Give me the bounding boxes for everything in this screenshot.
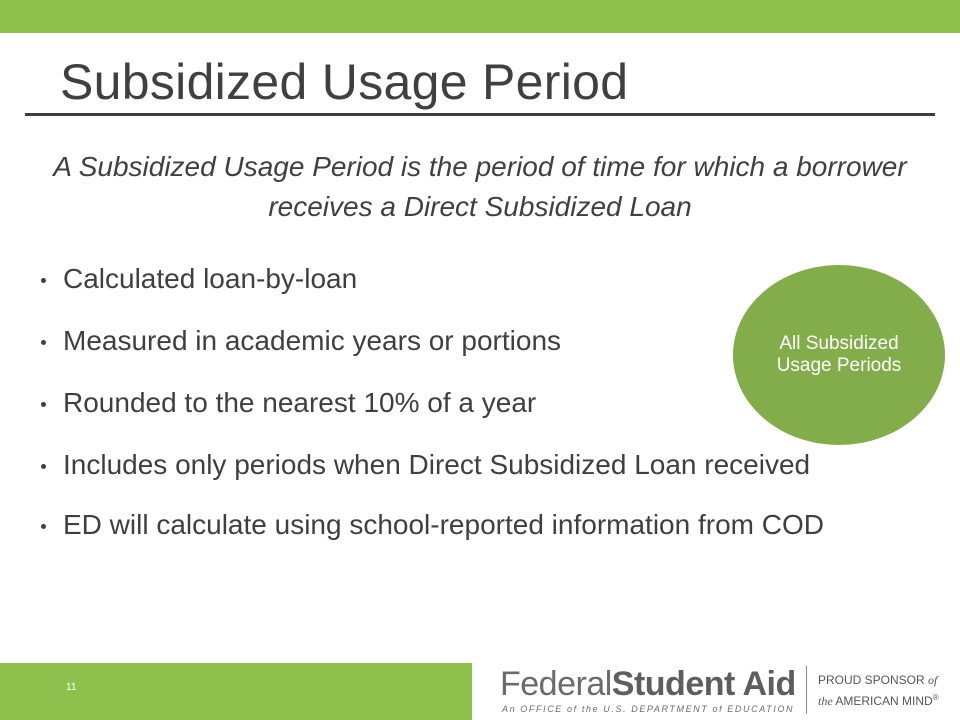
badge-label: All Subsidized Usage Periods — [776, 333, 902, 376]
bullet-dot-icon — [41, 278, 46, 283]
logo-wordmark — [500, 664, 796, 704]
sponsor-text-c: the — [818, 694, 833, 708]
bullet-text: Measured in academic years or portions — [63, 325, 562, 356]
sponsor-text-a: PROUD SPONSOR — [818, 673, 929, 687]
sponsor-line-2 — [818, 689, 939, 710]
bullet-item — [38, 509, 868, 541]
bullet-list — [38, 263, 868, 569]
bullet-dot-icon — [41, 464, 46, 469]
bullet-item — [38, 449, 868, 481]
bullet-text: Includes only periods when Direct Subsidized Loan received — [63, 449, 811, 480]
bullet-text: ED will calculate using school-reported information from COD — [63, 509, 824, 540]
slide-title: Subsidized Usage Period — [60, 54, 629, 110]
sponsor-text-b: of — [928, 673, 938, 687]
page-number: 11 — [66, 682, 77, 693]
bullet-text: Rounded to the nearest 10% of a year — [63, 387, 537, 418]
sponsor-line-1 — [818, 672, 939, 689]
title-underline — [25, 113, 935, 116]
registered-mark: ® — [932, 693, 939, 702]
slide-subtitle: A Subsidized Usage Period is the period of time for which a borrower receives a Direct Subsidized Loan — [53, 151, 907, 222]
top-accent-bar — [0, 0, 960, 33]
logo-word-federal: Federal — [500, 665, 612, 703]
sponsor-text-d: AMERICAN MIND — [832, 694, 933, 708]
bullet-dot-icon — [41, 524, 46, 529]
bullet-text: Calculated loan-by-loan — [63, 263, 358, 294]
usage-periods-badge — [733, 265, 945, 445]
logo-word-student-aid: Student Aid — [611, 665, 796, 703]
bullet-item — [38, 263, 868, 295]
federal-student-aid-logo — [500, 664, 955, 718]
logo-divider — [806, 666, 807, 714]
logo-tagline: An OFFICE of the U.S. DEPARTMENT of EDUCATION — [502, 704, 795, 714]
logo-sponsor-text — [818, 672, 939, 710]
bullet-dot-icon — [41, 340, 46, 345]
bullet-dot-icon — [41, 402, 46, 407]
